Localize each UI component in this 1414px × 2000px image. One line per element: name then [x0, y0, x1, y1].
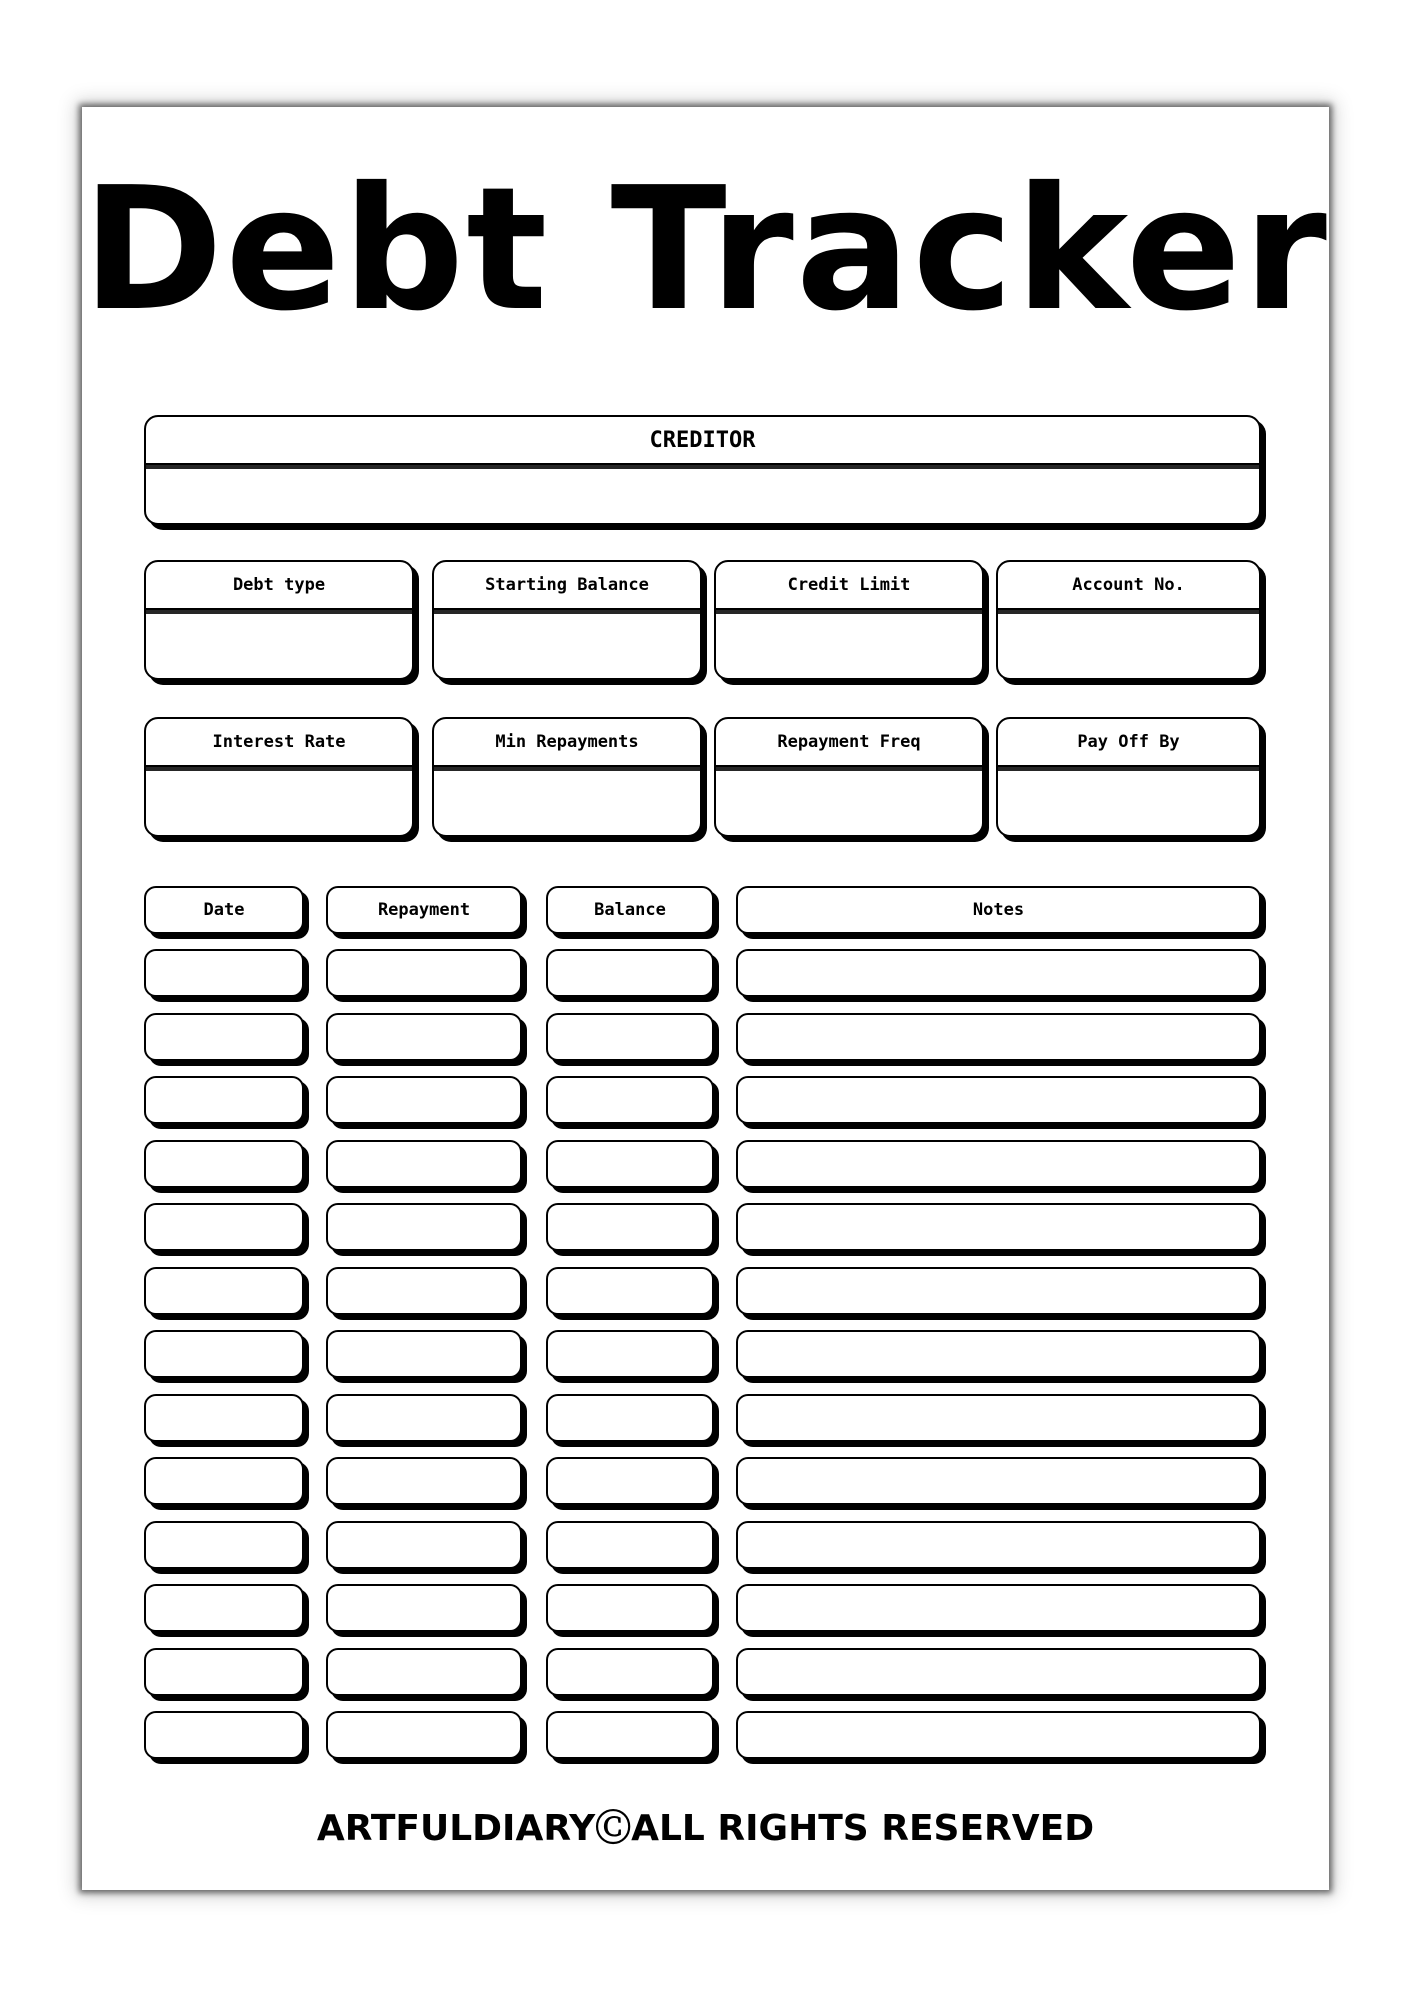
log-cell-notes[interactable]: [736, 1394, 1261, 1442]
log-cell-balance[interactable]: [546, 949, 714, 997]
log-cell-date[interactable]: [144, 1267, 304, 1315]
log-cell-date[interactable]: [144, 1013, 304, 1061]
log-cell-repayment[interactable]: [326, 1076, 522, 1124]
log-cell-balance[interactable]: [546, 1203, 714, 1251]
log-cell-date[interactable]: [144, 1521, 304, 1569]
log-cell-balance[interactable]: [546, 1013, 714, 1061]
log-cell-date[interactable]: [144, 949, 304, 997]
log-cell-date[interactable]: [144, 1648, 304, 1696]
log-cell-notes[interactable]: [736, 1076, 1261, 1124]
log-cell-balance[interactable]: [546, 1711, 714, 1759]
log-cell-repayment[interactable]: [326, 1140, 522, 1188]
log-cell-notes[interactable]: [736, 1457, 1261, 1505]
log-cell-repayment[interactable]: [326, 1457, 522, 1505]
log-cell-notes[interactable]: [736, 1711, 1261, 1759]
log-cell-balance[interactable]: [546, 1267, 714, 1315]
field-label: Interest Rate: [146, 719, 412, 767]
field-label: Debt type: [146, 562, 412, 610]
log-cell-notes[interactable]: [736, 1521, 1261, 1569]
log-cell-date[interactable]: [144, 1394, 304, 1442]
log-cell-balance[interactable]: [546, 1330, 714, 1378]
log-cell-notes[interactable]: [736, 949, 1261, 997]
column-header-repayment: Repayment: [326, 886, 522, 934]
log-cell-date[interactable]: [144, 1584, 304, 1632]
field-pay-off-by[interactable]: [996, 717, 1261, 837]
log-cell-repayment[interactable]: [326, 1394, 522, 1442]
creditor-box: [144, 415, 1261, 525]
log-cell-balance[interactable]: [546, 1457, 714, 1505]
log-cell-repayment[interactable]: [326, 1648, 522, 1696]
log-cell-notes[interactable]: [736, 1140, 1261, 1188]
log-cell-notes[interactable]: [736, 1330, 1261, 1378]
log-cell-balance[interactable]: [546, 1140, 714, 1188]
column-header-date: Date: [144, 886, 304, 934]
log-cell-balance[interactable]: [546, 1394, 714, 1442]
field-label: Pay Off By: [998, 719, 1259, 767]
log-cell-balance[interactable]: [546, 1584, 714, 1632]
log-cell-date[interactable]: [144, 1457, 304, 1505]
log-cell-notes[interactable]: [736, 1584, 1261, 1632]
page-title: Debt Tracker: [82, 151, 1329, 349]
field-account-no[interactable]: [996, 560, 1261, 680]
log-cell-date[interactable]: [144, 1140, 304, 1188]
footer-copyright: ARTFULDIARYⒸALL RIGHTS RESERVED: [316, 1808, 1095, 1849]
field-label: Account No.: [998, 562, 1259, 610]
log-cell-repayment[interactable]: [326, 949, 522, 997]
log-cell-repayment[interactable]: [326, 1521, 522, 1569]
log-cell-repayment[interactable]: [326, 1584, 522, 1632]
log-cell-date[interactable]: [144, 1203, 304, 1251]
column-header-notes: Notes: [736, 886, 1261, 934]
field-label: Min Repayments: [434, 719, 700, 767]
log-cell-date[interactable]: [144, 1711, 304, 1759]
field-repayment-freq[interactable]: [714, 717, 984, 837]
creditor-label: CREDITOR: [146, 417, 1259, 465]
field-credit-limit[interactable]: [714, 560, 984, 680]
log-cell-balance[interactable]: [546, 1648, 714, 1696]
field-min-repayments[interactable]: [432, 717, 702, 837]
log-cell-repayment[interactable]: [326, 1203, 522, 1251]
column-header-balance: Balance: [546, 886, 714, 934]
log-cell-balance[interactable]: [546, 1521, 714, 1569]
log-cell-repayment[interactable]: [326, 1330, 522, 1378]
log-cell-notes[interactable]: [736, 1267, 1261, 1315]
field-interest-rate[interactable]: [144, 717, 414, 837]
field-debt-type[interactable]: [144, 560, 414, 680]
field-label: Starting Balance: [434, 562, 700, 610]
log-cell-date[interactable]: [144, 1330, 304, 1378]
log-cell-notes[interactable]: [736, 1013, 1261, 1061]
log-cell-notes[interactable]: [736, 1203, 1261, 1251]
log-cell-repayment[interactable]: [326, 1711, 522, 1759]
field-label: Repayment Freq: [716, 719, 982, 767]
log-cell-repayment[interactable]: [326, 1267, 522, 1315]
log-cell-notes[interactable]: [736, 1648, 1261, 1696]
log-cell-date[interactable]: [144, 1076, 304, 1124]
log-cell-balance[interactable]: [546, 1076, 714, 1124]
field-starting-balance[interactable]: [432, 560, 702, 680]
log-cell-repayment[interactable]: [326, 1013, 522, 1061]
creditor-field[interactable]: [146, 465, 1259, 523]
field-label: Credit Limit: [716, 562, 982, 610]
